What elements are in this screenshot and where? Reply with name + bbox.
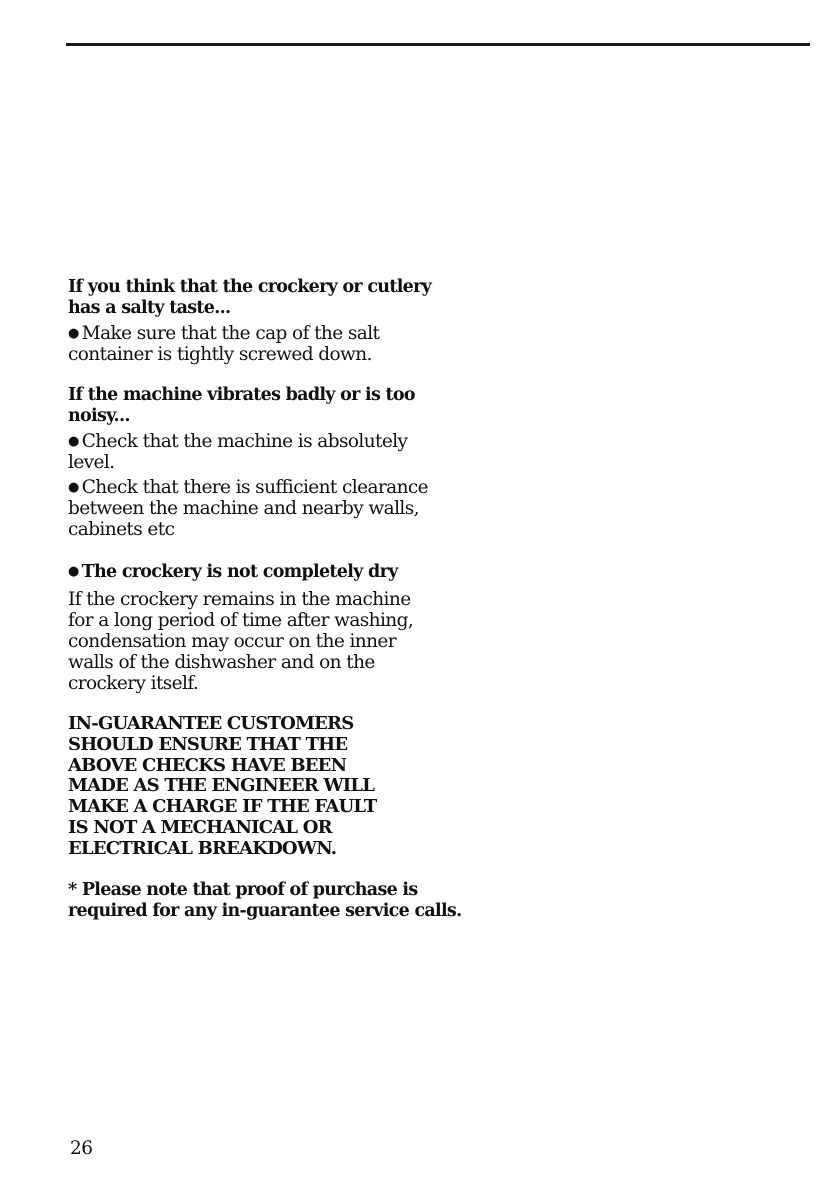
proof-of-purchase-note: * Please note that proof of purchase is required for any in-guarantee service calls. [68,879,462,921]
bullet-icon: ● [68,480,79,495]
page-number: 26 [70,1138,93,1159]
section-heading: ● The crockery is not completely dry [68,562,398,582]
section-heading: If you think that the crockery or cutlery has a salty taste... [68,277,432,318]
bullet-icon: ● [68,326,79,341]
bullet-item: ● Check that the machine is absolutely level. [68,431,408,473]
section-salty-taste [68,277,448,365]
section-vibration [68,385,448,540]
bullet-item: ● Check that there is sufficient clearance between the machine and nearby walls, cabinets etc [68,477,429,540]
section-body: If the crockery remains in the machine for a long period of time after washing, condensation may occur on the inner walls of the dishwasher and on the crockery itself. [68,589,414,694]
bullet-item: ● Make sure that the cap of the salt container is tightly screwed down. [68,323,380,365]
section-not-dry [68,561,448,694]
top-rule [66,43,810,46]
bullet-icon: ● [68,564,79,579]
troubleshooting-content [68,277,462,939]
bullet-icon: ● [68,434,79,449]
guarantee-warning: IN-GUARANTEE CUSTOMERS SHOULD ENSURE THAT THE ABOVE CHECKS HAVE BEEN MADE AS THE ENGINEER WILL MAKE A CHARGE IF THE FAULT IS NOT A MECHANICAL OR ELECTRICAL BREAKDOWN. [68,713,377,859]
section-heading: If the machine vibrates badly or is too noisy... [68,385,415,426]
